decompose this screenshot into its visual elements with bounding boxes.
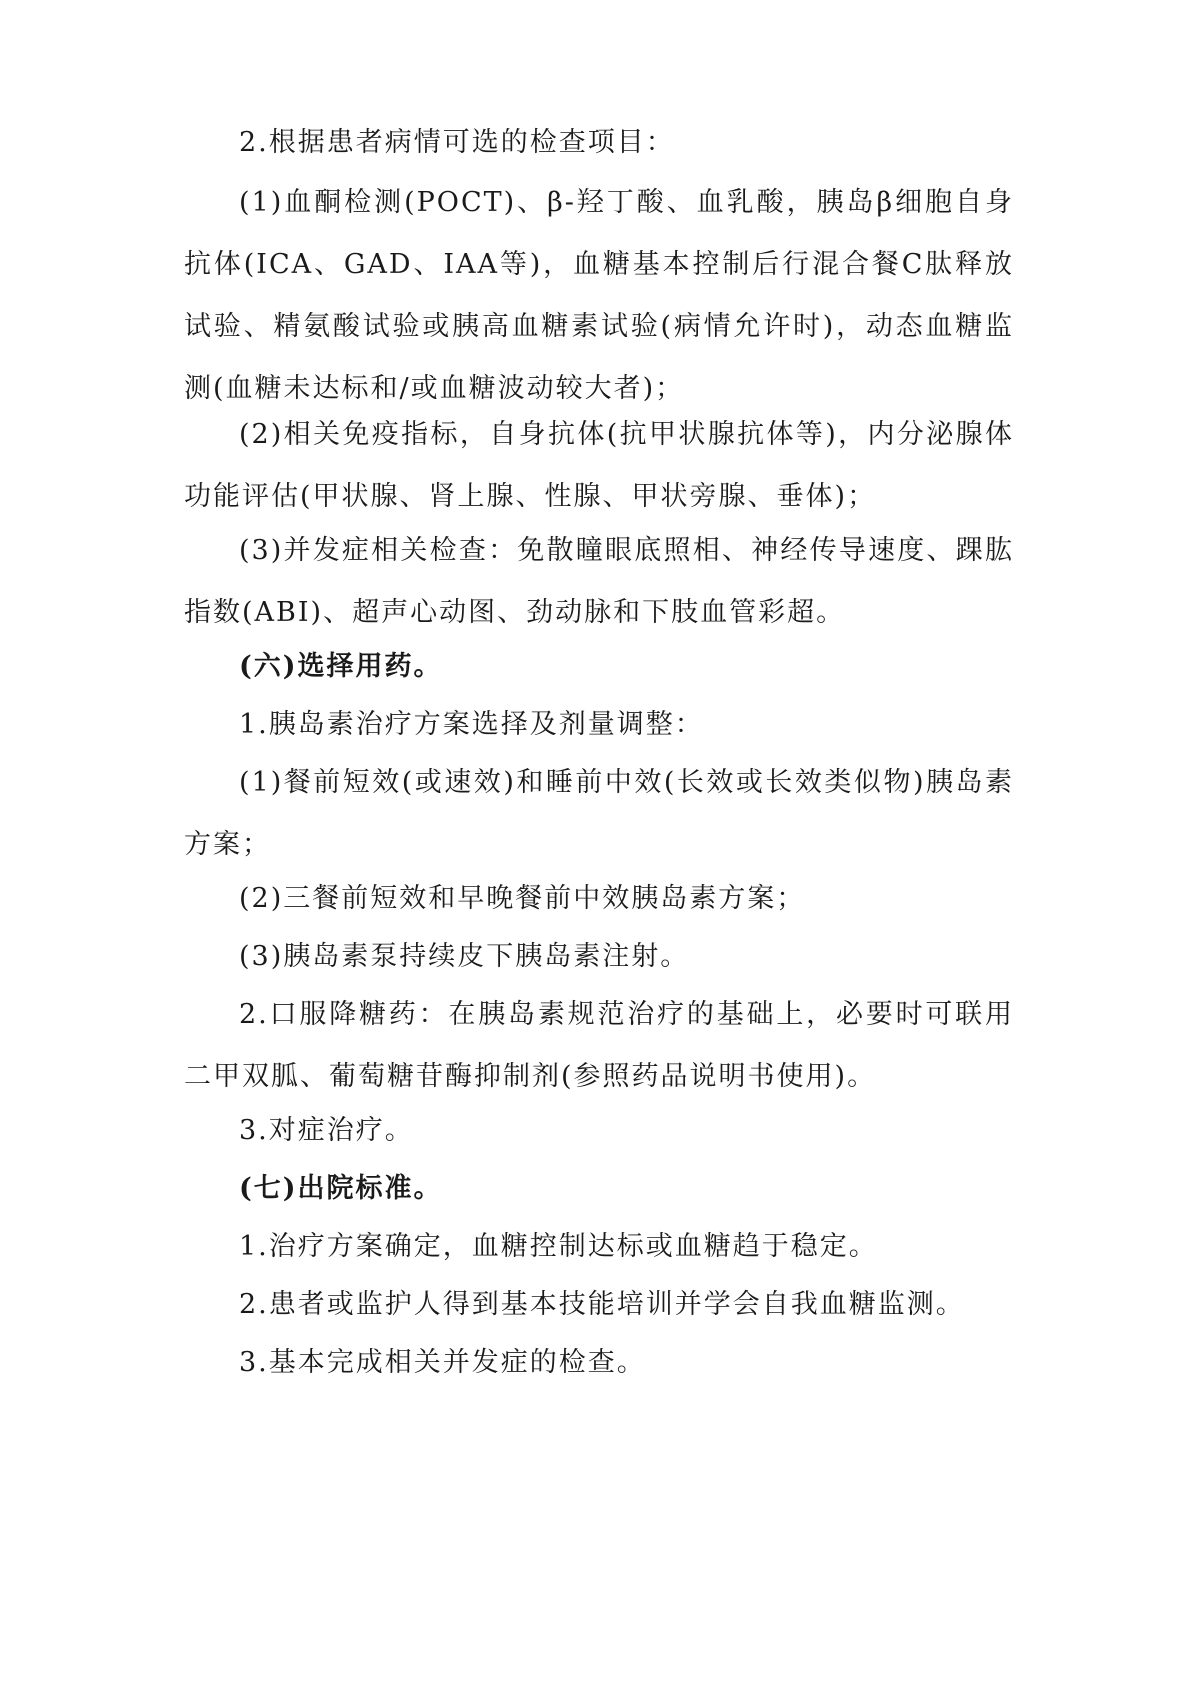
paragraph-oral-drugs: 2.口服降糖药：在胰岛素规范治疗的基础上，必要时可联用二甲双胍、葡萄糖苷酶抑制剂(参照药品说明书使用)。 (184, 999, 1014, 1092)
paragraph-insulin-plan-3: (3)胰岛素泵持续皮下胰岛素注射。 (239, 941, 690, 972)
paragraph-exam-item-3: (3)并发症相关检查：免散瞳眼底照相、神经传导速度、踝肱指数(ABI)、超声心动图、劲动脉和下肢血管彩超。 (184, 535, 1014, 628)
paragraph-exam-item-1: (1)血酮检测(POCT)、β-羟丁酸、血乳酸，胰岛β细胞自身抗体(ICA、GAD、IAA等)，血糖基本控制后行混合餐C肽释放试验、精氨酸试验或胰高血糖素试验(病情允许时)，动态血糖监测(血糖未达标和/或血糖波动较大者)； (184, 187, 1014, 404)
section-heading-discharge: (七)出院标准。 (239, 1173, 443, 1204)
paragraph-exam-items-heading: 2.根据患者病情可选的检查项目： (239, 127, 675, 158)
paragraph-exam-item-2: (2)相关免疫指标，自身抗体(抗甲状腺抗体等)，内分泌腺体功能评估(甲状腺、肾上腺、性腺、甲状旁腺、垂体)； (184, 419, 1014, 512)
paragraph-discharge-1: 1.治疗方案确定，血糖控制达标或血糖趋于稳定。 (239, 1231, 878, 1262)
paragraph-discharge-2: 2.患者或监护人得到基本技能培训并学会自我血糖监测。 (239, 1289, 965, 1320)
paragraph-symptomatic: 3.对症治疗。 (239, 1115, 414, 1146)
paragraph-insulin-plan: 1.胰岛素治疗方案选择及剂量调整： (239, 709, 704, 740)
paragraph-insulin-plan-1: (1)餐前短效(或速效)和睡前中效(长效或长效类似物)胰岛素方案； (184, 767, 1014, 860)
section-heading-medication: (六)选择用药。 (239, 651, 443, 682)
paragraph-insulin-plan-2: (2)三餐前短效和早晚餐前中效胰岛素方案； (239, 883, 806, 914)
paragraph-discharge-3: 3.基本完成相关并发症的检查。 (239, 1347, 646, 1378)
